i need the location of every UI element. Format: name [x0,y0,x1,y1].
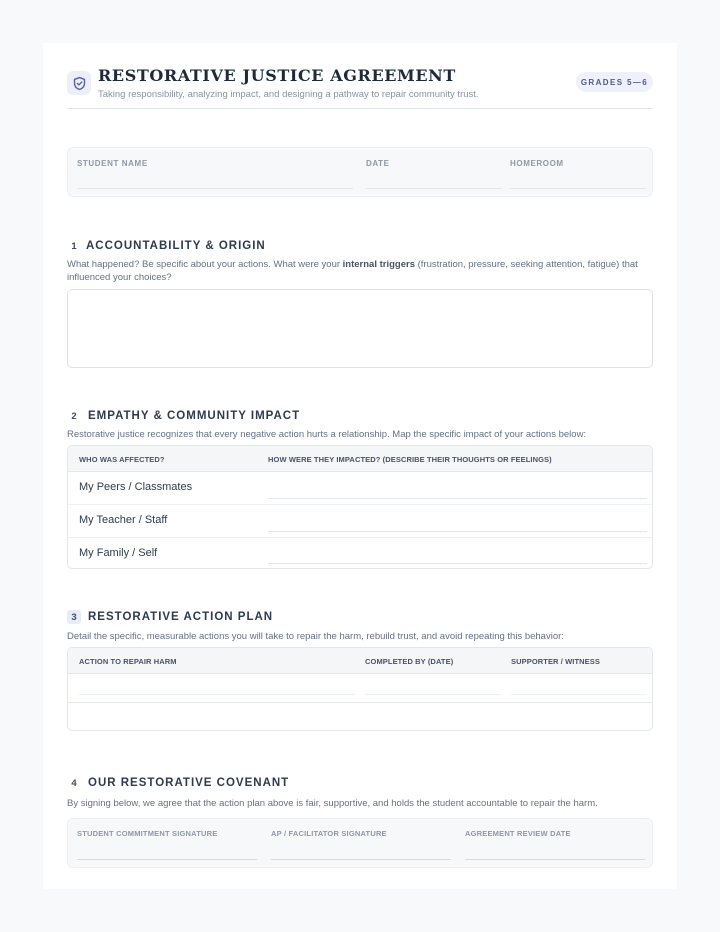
action-col-action: ACTION TO REPAIR HARM [79,657,177,666]
section-1-title: ACCOUNTABILITY & ORIGIN [86,240,266,252]
section-1-description: What happened? Be specific about your actions. What were your internal triggers (frustration, pressure, seeking attention, fatigue) that influenced your choices? [67,259,638,283]
student-signature-label: STUDENT COMMITMENT SIGNATURE [77,829,218,838]
table-row-divider [68,702,652,703]
shield-icon [67,71,91,95]
section-3-number: 3 [67,610,81,624]
impact-row-peers: My Peers / Classmates [79,481,193,493]
section-2-description: Restorative justice recognizes that every negative action hurts a relationship. Map the specific impact of your actions below: [67,429,587,440]
impact-family-field[interactable] [268,563,647,564]
action-col-supporter: SUPPORTER / WITNESS [511,657,600,666]
section-1-number: 1 [71,240,77,252]
facilitator-signature-label: AP / FACILITATOR SIGNATURE [271,829,387,838]
review-date-field[interactable] [465,859,645,860]
student-name-label: STUDENT NAME [77,159,148,168]
internal-triggers-emphasis: internal triggers [342,259,415,270]
section-4-title: OUR RESTORATIVE COVENANT [88,777,290,789]
section-2-title: EMPATHY & COMMUNITY IMPACT [88,410,301,422]
page-subtitle: Taking responsibility, analyzing impact, and designing a pathway to repair community trust. [98,89,479,100]
table-row-divider [68,537,652,538]
action-plan-table [67,647,653,731]
student-name-field[interactable] [77,188,353,189]
impact-row-teacher: My Teacher / Staff [79,514,168,526]
impact-table [67,445,653,569]
homeroom-field[interactable] [510,188,646,189]
action-1-supporter-field[interactable] [511,694,647,695]
impact-peers-field[interactable] [268,498,647,499]
section-3-title: RESTORATIVE ACTION PLAN [88,611,274,623]
impact-row-family: My Family / Self [79,547,158,559]
section-4-number: 4 [71,777,77,789]
section-2-number: 2 [71,410,77,422]
student-signature-field[interactable] [77,859,257,860]
page-title: RESTORATIVE JUSTICE AGREEMENT [98,66,456,85]
review-date-label: AGREEMENT REVIEW DATE [465,829,571,838]
accountability-response-box[interactable] [67,289,653,368]
action-1-field[interactable] [79,694,355,695]
header-divider [67,108,653,109]
student-info-panel [67,147,653,197]
section-4-description: By signing below, we agree that the action plan above is fair, supportive, and holds the student accountable to repair the harm. [67,798,598,809]
grade-badge: GRADES 5—6 [576,72,653,92]
action-1-date-field[interactable] [365,694,501,695]
impact-teacher-field[interactable] [268,531,647,532]
signature-panel [67,818,653,868]
date-label: DATE [366,159,390,168]
action-2-field[interactable] [79,707,644,727]
section-3-description: Detail the specific, measurable actions you will take to repair the harm, rebuild trust, and avoid repeating this behavior: [67,631,564,642]
date-field[interactable] [366,188,502,189]
homeroom-label: HOMEROOM [510,159,564,168]
impact-col-who: WHO WAS AFFECTED? [79,455,165,464]
agreement-page [43,43,677,889]
facilitator-signature-field[interactable] [271,859,451,860]
action-col-date: COMPLETED BY (DATE) [365,657,454,666]
table-row-divider [68,504,652,505]
impact-col-how: HOW WERE THEY IMPACTED? (DESCRIBE THEIR THOUGHTS OR FEELINGS) [268,455,552,464]
